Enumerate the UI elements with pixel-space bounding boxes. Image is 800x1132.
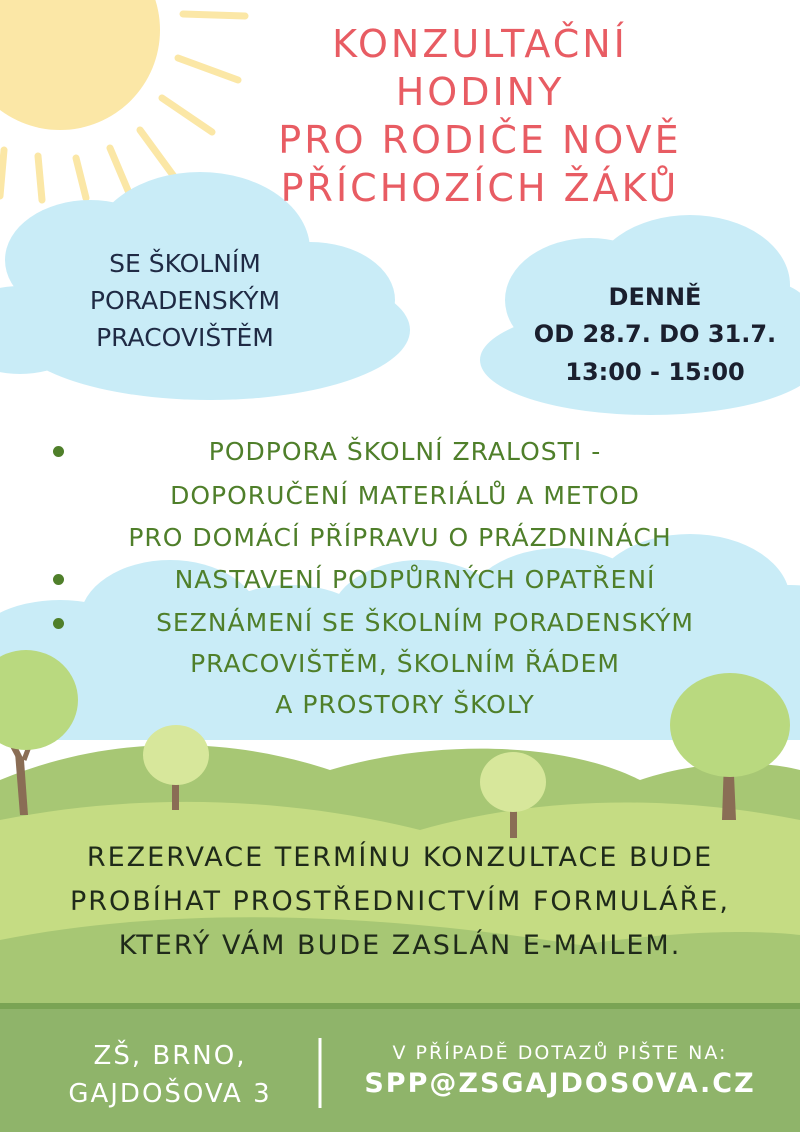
bullet-3-line-1: SEZNÁMENÍ SE ŠKOLNÍM PORADENSKÝM: [156, 608, 694, 637]
schedule-dates: OD 28.7. DO 31.7.: [533, 320, 777, 348]
bullet-dot-icon: [53, 446, 64, 457]
bullet-1-line-3: PRO DOMÁCÍ PŘÍPRAVU O PRÁZDNINÁCH: [128, 523, 672, 552]
reservation-line-2: PROBÍHAT PROSTŘEDNICTVÍM FORMULÁŘE,: [69, 886, 731, 917]
reservation-line-1: REZERVACE TERMÍNU KONZULTACE BUDE: [86, 842, 714, 873]
title-line-2: HODINY: [395, 70, 565, 114]
cloud-left-line-3: PRACOVIŠTĚM: [96, 323, 274, 352]
bullet-3-line-3: A PROSTORY ŠKOLY: [275, 690, 535, 719]
title-line-1: KONZULTAČNÍ: [332, 22, 628, 66]
title-line-4: PŘÍCHOZÍCH ŽÁKŮ: [280, 166, 680, 210]
bullet-1-line-2: DOPORUČENÍ MATERIÁLŮ A METOD: [170, 481, 640, 510]
bullet-3-line-2: PRACOVIŠTĚM, ŠKOLNÍM ŘÁDEM: [190, 649, 620, 678]
schedule-days: DENNĚ: [608, 283, 702, 311]
bullet-dot-icon: [53, 618, 64, 629]
cloud-left-line-1: SE ŠKOLNÍM: [109, 249, 261, 278]
school-address: GAJDOŠOVA 3: [68, 1079, 272, 1109]
school-name: ZŠ, BRNO,: [93, 1041, 247, 1071]
reservation-line-3: KTERÝ VÁM BUDE ZASLÁN E-MAILEM.: [118, 930, 682, 961]
bullet-2-line-1: NASTAVENÍ PODPŮRNÝCH OPATŘENÍ: [174, 565, 656, 594]
title-line-3: PRO RODIČE NOVĚ: [278, 118, 682, 162]
schedule-time: 13:00 - 15:00: [565, 358, 745, 386]
cloud-left-line-2: PORADENSKÝM: [89, 286, 281, 315]
bullet-1-line-1: PODPORA ŠKOLNÍ ZRALOSTI -: [208, 437, 602, 466]
contact-label: V PŘÍPADĚ DOTAZŮ PIŠTE NA:: [392, 1042, 728, 1064]
bullet-dot-icon: [53, 574, 64, 585]
contact-email-link[interactable]: SPP@ZSGAJDOSOVA.CZ: [364, 1068, 756, 1099]
